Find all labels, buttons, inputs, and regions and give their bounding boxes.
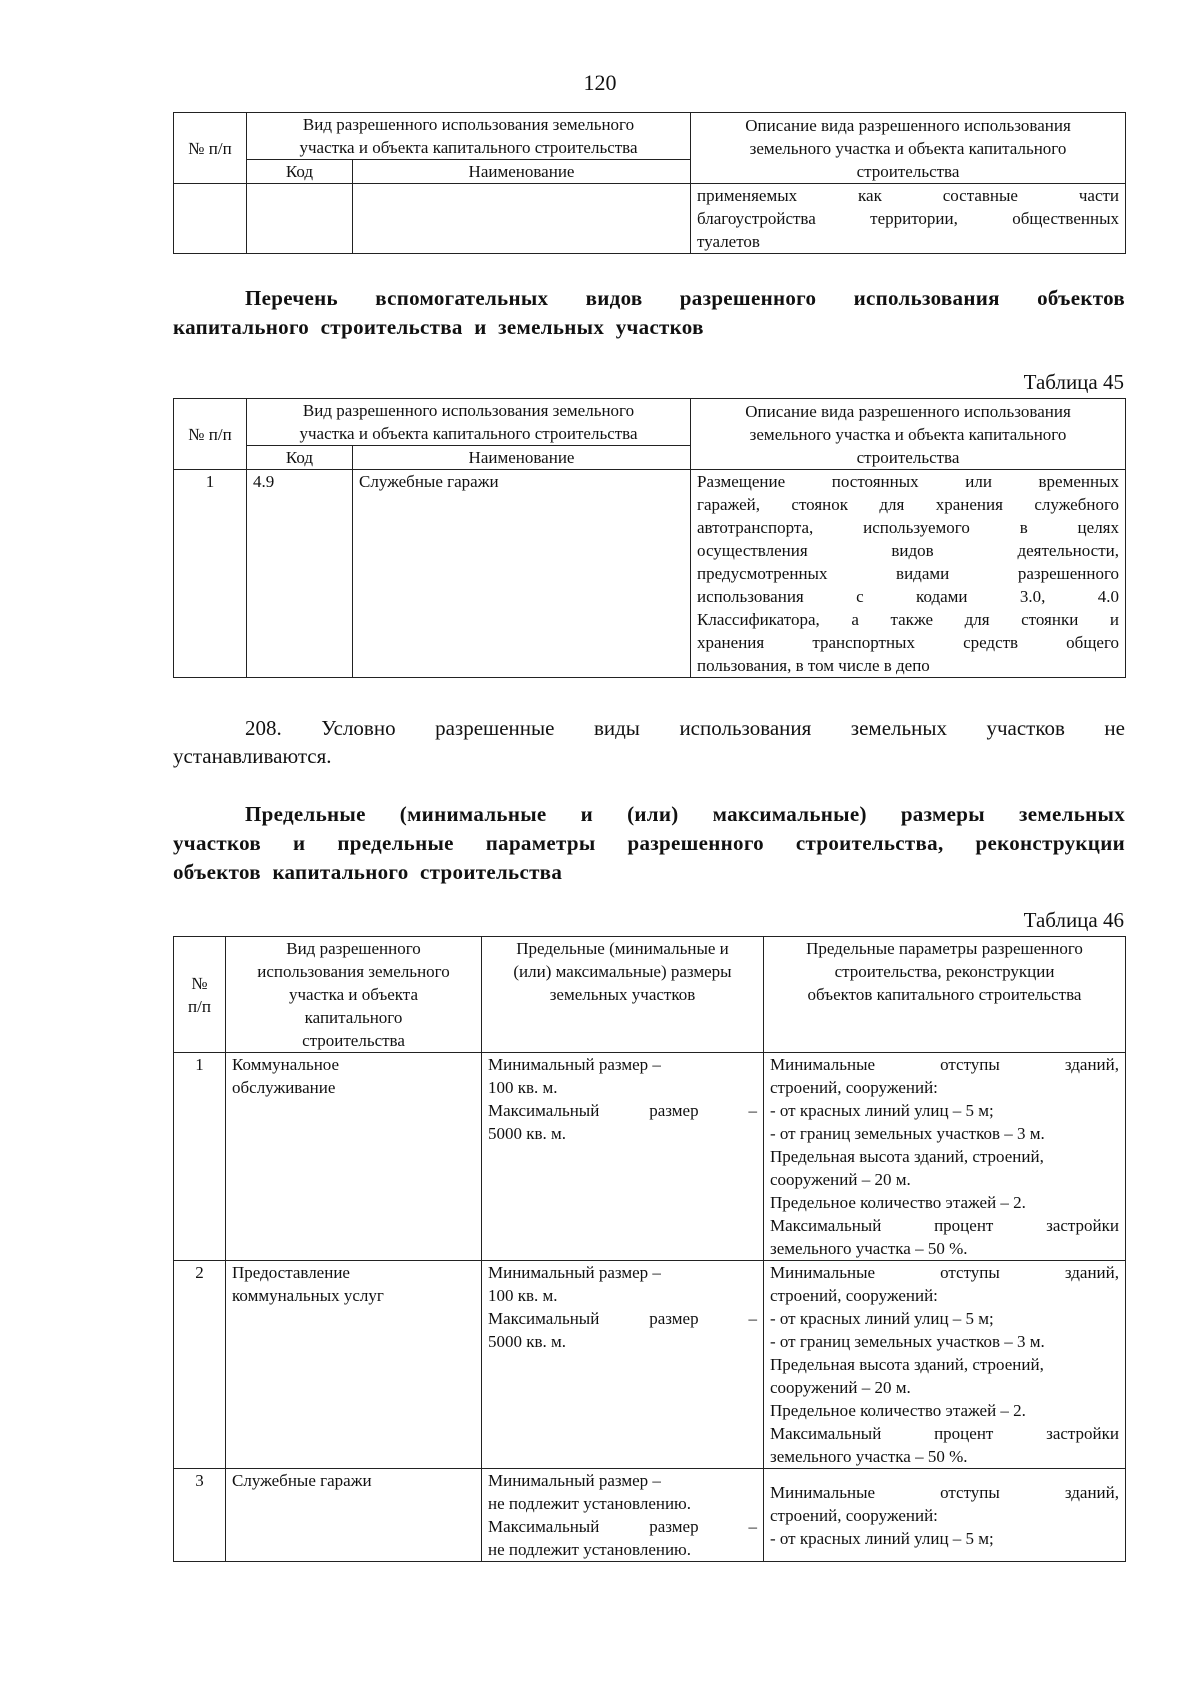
heading-auxiliary-uses: Перечень вспомогательных видов разрешенного использования объектов капитального строительства и земельных участков [173,286,1125,339]
header-num: № п/п [174,399,247,470]
cell-num: 1 [174,1053,226,1261]
cell-description: применяемых как составные части благоустройства территории, общественных туалетов [691,184,1126,254]
cell-construction-params: Минимальные отступы зданий, строений, сооружений: - от красных линий улиц – 5 м; [764,1469,1126,1562]
header-name: Наименование [353,160,691,184]
cell-size-limits: Минимальный размер – не подлежит установлению. Максимальный размер – не подлежит установлению. [482,1469,764,1562]
cell-num: 1 [174,470,247,678]
cell-construction-params: Минимальные отступы зданий, строений, сооружений: - от красных линий улиц – 5 м; - от границ земельных участков – 3 м. Предельная высота зданий, строений, сооружений – 20 м. Предельное количество этажей – 2. Максимальный процент застройки земельного участка – 50 %. [764,1261,1126,1469]
table-46 [173,936,1126,1562]
header-code: Код [247,446,353,470]
cell-kind: Предоставление коммунальных услуг [226,1261,482,1469]
page-number: 120 [583,70,617,95]
table-row [174,470,1126,678]
cell-size-limits: Минимальный размер – 100 кв. м. Максимальный размер – 5000 кв. м. [482,1053,764,1261]
header-name: Наименование [353,446,691,470]
cell-size-limits: Минимальный размер – 100 кв. м. Максимальный размер – 5000 кв. м. [482,1261,764,1469]
cell-description: Размещение постоянных или временных гаражей, стоянок для хранения служебного автотранспорта, используемого в целях осуществления видов деятельности, предусмотренных видами разрешенного использования с кодами 3.0, 4.0 Классификатора, а также для стоянки и хранения транспортных средств общего пользования, в том числе в депо [691,470,1126,678]
cell-code: 4.9 [247,470,353,678]
cell-num [174,184,247,254]
table45-label: Таблица 45 [1023,370,1124,394]
header-code: Код [247,160,353,184]
table-45 [173,398,1126,678]
header-kind-group: Вид разрешенного использования земельного участка и объекта капитального строительства [247,399,691,446]
table-row [174,1053,1126,1261]
cell-kind: Служебные гаражи [226,1469,482,1562]
cell-construction-params: Минимальные отступы зданий, строений, сооружений: - от красных линий улиц – 5 м; - от границ земельных участков – 3 м. Предельная высота зданий, строений, сооружений – 20 м. Предельное количество этажей – 2. Максимальный процент застройки земельного участка – 50 %. [764,1053,1126,1261]
heading-limit-parameters: Предельные (минимальные и (или) максимальные) размеры земельных участков и предельные параметры разрешенного строительства, реконструкции объектов капитального строительства [173,802,1125,884]
cell-code [247,184,353,254]
cell-name [353,184,691,254]
paragraph-208: 208. Условно разрешенные виды использования земельных участков не устанавливаются. [173,716,1125,768]
cell-kind: Коммунальное обслуживание [226,1053,482,1261]
header-size-limits: Предельные (минимальные и (или) максимальные) размеры земельных участков [482,937,764,1053]
table-row [174,1469,1126,1562]
header-kind: Вид разрешенного использования земельного участка и объекта капитального строительства [226,937,482,1053]
header-description: Описание вида разрешенного использования земельного участка и объекта капитального строительства [691,113,1126,184]
cell-num: 3 [174,1469,226,1562]
table-row [174,1261,1126,1469]
header-num: № п/п [174,937,226,1053]
table46-label: Таблица 46 [1023,908,1124,932]
header-num: № п/п [174,113,247,184]
cell-name: Служебные гаражи [353,470,691,678]
header-construction-params: Предельные параметры разрешенного строительства, реконструкции объектов капитального строительства [764,937,1126,1053]
table-row [174,184,1126,254]
header-description: Описание вида разрешенного использования земельного участка и объекта капитального строительства [691,399,1126,470]
header-kind-group: Вид разрешенного использования земельного участка и объекта капитального строительства [247,113,691,160]
cell-num: 2 [174,1261,226,1469]
table-continuation [173,112,1126,254]
